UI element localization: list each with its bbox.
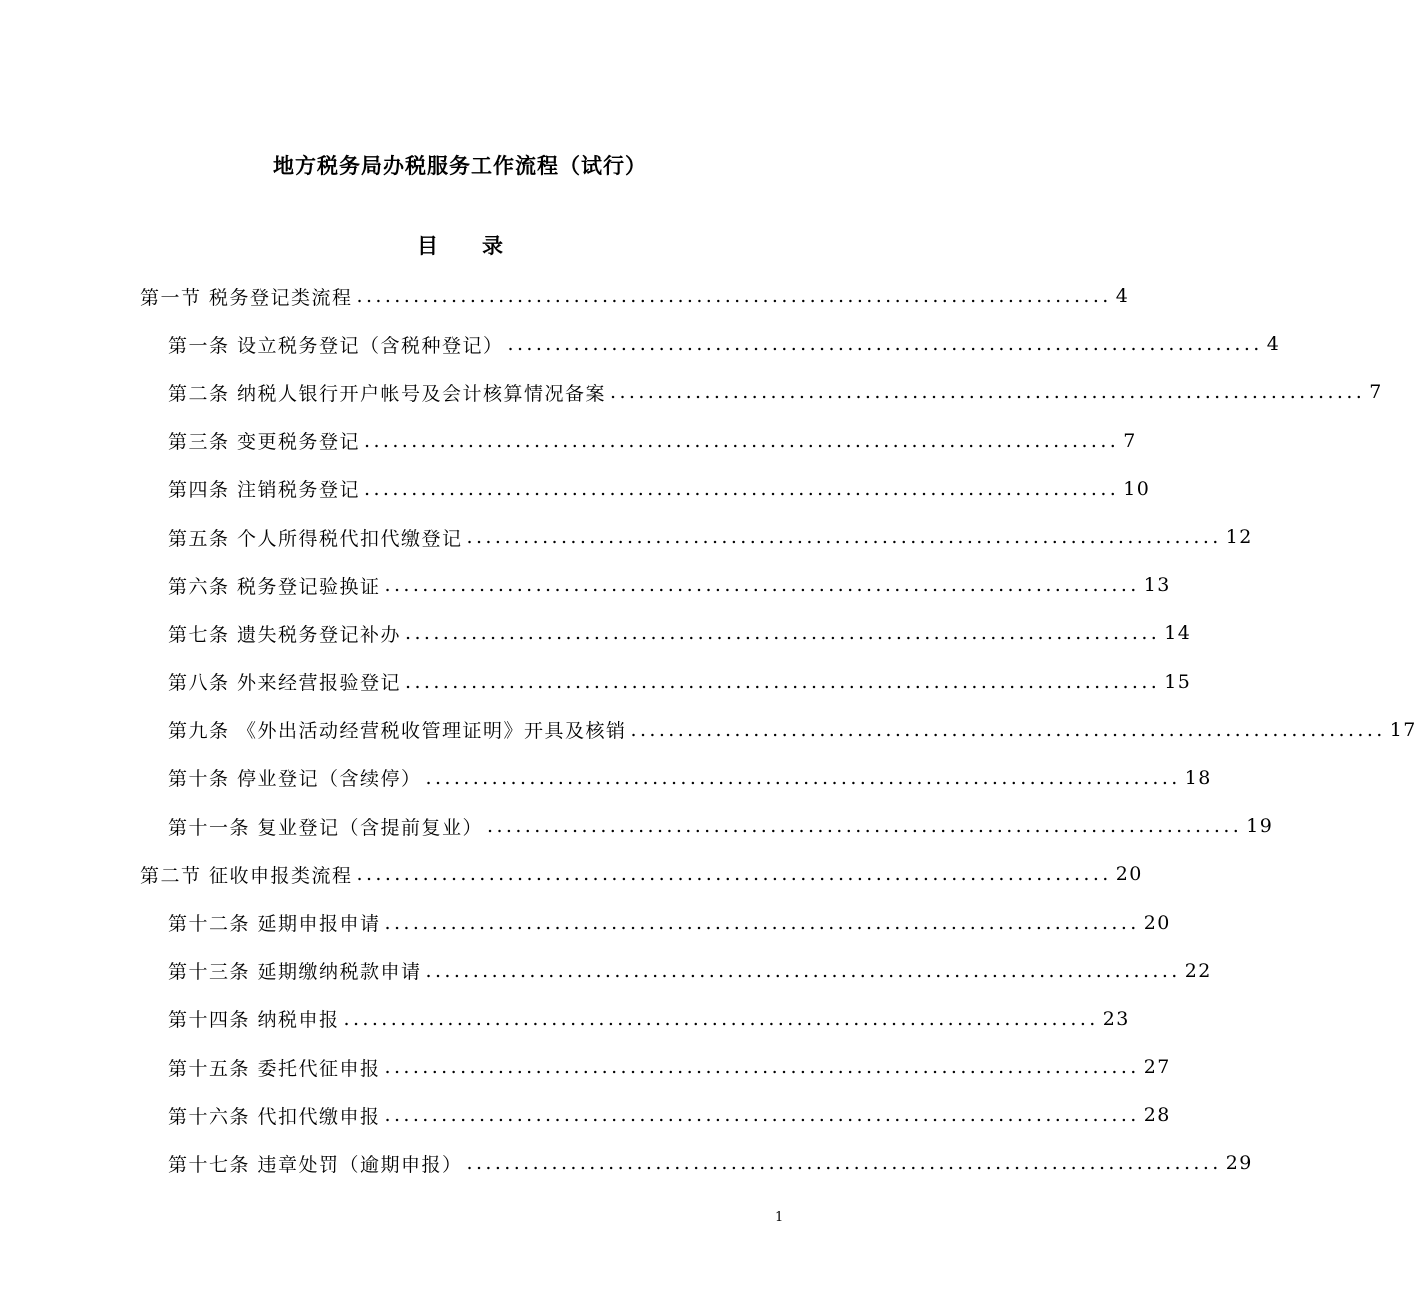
toc-entry-label: 第三条 变更税务登记 xyxy=(168,431,361,454)
toc-entry-page: 12 xyxy=(1225,526,1253,549)
toc-article-entry[interactable] xyxy=(0,320,1281,368)
document-title: 地方税务局办税服务工作流程（试行） xyxy=(273,153,647,178)
toc-entry-page: 28 xyxy=(1143,1104,1171,1127)
toc-entry-label: 第十六条 代扣代缴申报 xyxy=(168,1105,381,1128)
toc-dot-leader: ................................................................................ xyxy=(384,574,1140,597)
toc-dot-leader: ................................................................................ xyxy=(466,526,1222,549)
toc-entry-page: 10 xyxy=(1123,477,1151,500)
toc-article-entry[interactable] xyxy=(0,368,1383,416)
toc-dot-leader: ................................................................................ xyxy=(356,863,1112,886)
toc-entry-page: 23 xyxy=(1102,1007,1130,1030)
toc-article-entry[interactable] xyxy=(0,947,1212,995)
toc-dot-leader: ................................................................................ xyxy=(630,718,1386,741)
toc-entry-page: 27 xyxy=(1143,1056,1171,1079)
toc-dot-leader: ................................................................................ xyxy=(343,1007,1099,1030)
toc-entry-label: 第十五条 委托代征申报 xyxy=(168,1057,381,1080)
toc-dot-leader: ................................................................................ xyxy=(507,333,1263,356)
toc-entry-page: 7 xyxy=(1369,381,1383,404)
toc-dot-leader: ................................................................................ xyxy=(384,911,1140,934)
toc-entry-page: 22 xyxy=(1184,959,1212,982)
toc-entry-label: 第五条 个人所得税代扣代缴登记 xyxy=(168,527,463,550)
toc-section-entry[interactable] xyxy=(0,272,1130,320)
toc-section-entry[interactable] xyxy=(0,850,1143,898)
toc-dot-leader: ................................................................................ xyxy=(384,1056,1140,1079)
toc-entry-page: 19 xyxy=(1246,815,1274,838)
toc-heading: 目录 xyxy=(417,233,547,258)
toc-entry-label: 第十条 停业登记（含续停） xyxy=(168,768,422,791)
toc-entry-page: 14 xyxy=(1164,622,1192,645)
toc-entry-page: 4 xyxy=(1266,333,1281,356)
toc-article-entry[interactable] xyxy=(0,609,1192,657)
toc-entry-label: 第十四条 纳税申报 xyxy=(168,1009,340,1032)
toc-article-entry[interactable] xyxy=(0,754,1212,802)
toc-entry-page: 20 xyxy=(1143,911,1171,934)
toc-entry-page: 17 xyxy=(1389,718,1417,741)
toc-dot-leader: ................................................................................ xyxy=(384,1104,1140,1127)
toc-entry-page: 4 xyxy=(1115,285,1130,308)
toc-dot-leader: ................................................................................ xyxy=(466,1152,1222,1175)
toc-entry-label: 第十七条 违章处罚（逾期申报） xyxy=(168,1153,463,1176)
table-of-contents xyxy=(0,272,1417,1188)
toc-entry-label: 第六条 税务登记验换证 xyxy=(168,575,381,598)
toc-entry-page: 20 xyxy=(1115,863,1143,886)
toc-entry-label: 第二节 征收申报类流程 xyxy=(140,864,353,887)
toc-entry-label: 第一条 设立税务登记（含税种登记） xyxy=(168,334,504,357)
toc-entry-label: 第四条 注销税务登记 xyxy=(168,479,361,502)
toc-entry-label: 第十一条 复业登记（含提前复业） xyxy=(168,816,484,839)
toc-article-entry[interactable] xyxy=(0,706,1417,754)
toc-dot-leader: ................................................................................ xyxy=(364,477,1120,500)
toc-entry-label: 第九条 《外出活动经营税收管理证明》开具及核销 xyxy=(168,720,627,743)
toc-dot-leader: ................................................................................ xyxy=(356,285,1112,308)
toc-article-entry[interactable] xyxy=(0,561,1171,609)
toc-entry-label: 第十二条 延期申报申请 xyxy=(168,913,381,936)
toc-dot-leader: ................................................................................ xyxy=(425,959,1181,982)
toc-entry-label: 第七条 遗失税务登记补办 xyxy=(168,623,402,646)
toc-article-entry[interactable] xyxy=(0,802,1274,850)
toc-article-entry[interactable] xyxy=(0,658,1192,706)
toc-entry-label: 第十三条 延期缴纳税款申请 xyxy=(168,961,422,984)
toc-entry-label: 第一节 税务登记类流程 xyxy=(140,286,353,309)
toc-entry-label: 第八条 外来经营报验登记 xyxy=(168,672,402,695)
toc-dot-leader: ................................................................................ xyxy=(610,381,1366,404)
toc-dot-leader: ................................................................................ xyxy=(364,429,1120,452)
toc-article-entry[interactable] xyxy=(0,995,1130,1043)
toc-dot-leader: ................................................................................ xyxy=(405,670,1161,693)
toc-entry-page: 15 xyxy=(1164,670,1192,693)
toc-article-entry[interactable] xyxy=(0,1091,1171,1139)
page-number: 1 xyxy=(775,1210,784,1225)
toc-entry-page: 7 xyxy=(1123,429,1137,452)
toc-dot-leader: ................................................................................ xyxy=(487,815,1243,838)
toc-dot-leader: ................................................................................ xyxy=(425,766,1181,789)
toc-article-entry[interactable] xyxy=(0,1139,1253,1187)
toc-article-entry[interactable] xyxy=(0,898,1171,946)
toc-article-entry[interactable] xyxy=(0,513,1253,561)
toc-article-entry[interactable] xyxy=(0,1043,1171,1091)
toc-dot-leader: ................................................................................ xyxy=(405,622,1161,645)
toc-entry-page: 18 xyxy=(1184,766,1212,789)
toc-article-entry[interactable] xyxy=(0,417,1137,465)
toc-article-entry[interactable] xyxy=(0,465,1151,513)
toc-entry-page: 29 xyxy=(1225,1152,1253,1175)
toc-entry-label: 第二条 纳税人银行开户帐号及会计核算情况备案 xyxy=(168,382,607,405)
toc-entry-page: 13 xyxy=(1143,574,1171,597)
